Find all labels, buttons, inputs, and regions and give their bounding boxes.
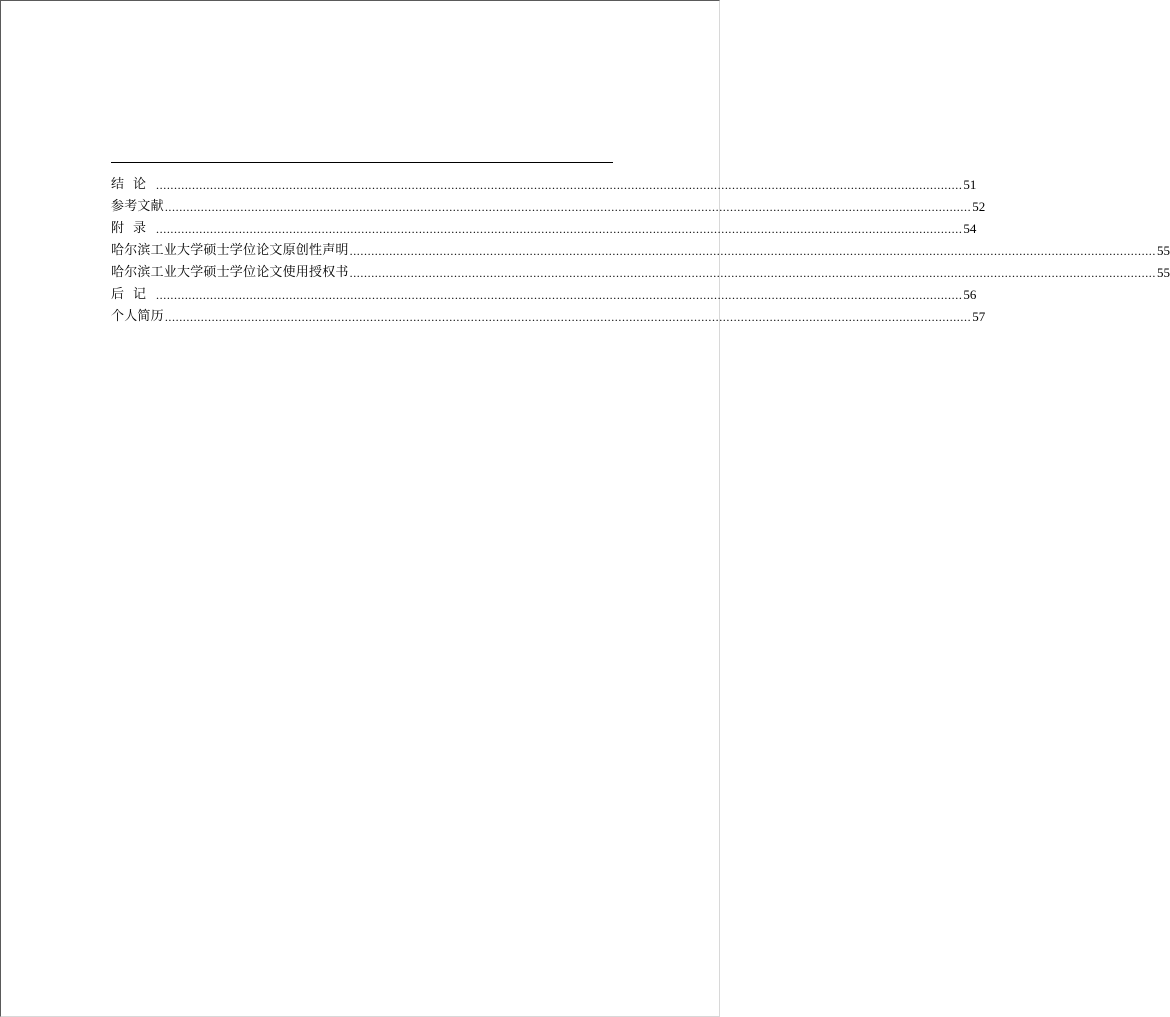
- toc-page-number: 51: [963, 177, 977, 192]
- toc-dot-leader: ................................................................................................................................................................................................................................: [164, 200, 972, 214]
- toc-entry-title: 哈尔滨工业大学硕士学位论文使用授权书: [111, 265, 349, 280]
- toc-page-number: 56: [963, 287, 977, 302]
- header-rule: [111, 162, 613, 163]
- toc-dot-leader: ................................................................................................................................................................................................................................: [349, 244, 1157, 258]
- toc-entry-appendix[interactable]: [111, 215, 977, 237]
- toc-page-number: 54: [963, 221, 977, 236]
- toc-dot-leader: ................................................................................................................................................................................................................................: [156, 178, 963, 192]
- toc-page-number: 57: [972, 309, 986, 324]
- toc-entry-title: 个人简历: [111, 309, 164, 324]
- toc-page-number: 52: [972, 199, 986, 214]
- table-of-contents: [111, 171, 1170, 325]
- toc-dot-leader: ................................................................................................................................................................................................................................: [156, 222, 963, 236]
- toc-entry-title: 结论: [111, 177, 156, 192]
- toc-entry-title: 哈尔滨工业大学硕士学位论文原创性声明: [111, 243, 349, 258]
- toc-dot-leader: ................................................................................................................................................................................................................................: [349, 266, 1157, 280]
- toc-entry-title: 附录: [111, 221, 156, 236]
- toc-page-number: 55: [1157, 265, 1170, 280]
- toc-entry-originality-statement[interactable]: [111, 237, 1170, 259]
- toc-entry-resume[interactable]: [111, 303, 986, 325]
- toc-entry-title: 后记: [111, 287, 156, 302]
- toc-dot-leader: ................................................................................................................................................................................................................................: [156, 288, 963, 302]
- toc-entry-references[interactable]: [111, 193, 986, 215]
- toc-entry-postscript[interactable]: [111, 281, 977, 303]
- toc-entry-authorization[interactable]: [111, 259, 1170, 281]
- toc-page-number: 55: [1157, 243, 1170, 258]
- toc-dot-leader: ................................................................................................................................................................................................................................: [164, 310, 972, 324]
- toc-entry-conclusion[interactable]: [111, 171, 977, 193]
- toc-entry-title: 参考文献: [111, 199, 164, 214]
